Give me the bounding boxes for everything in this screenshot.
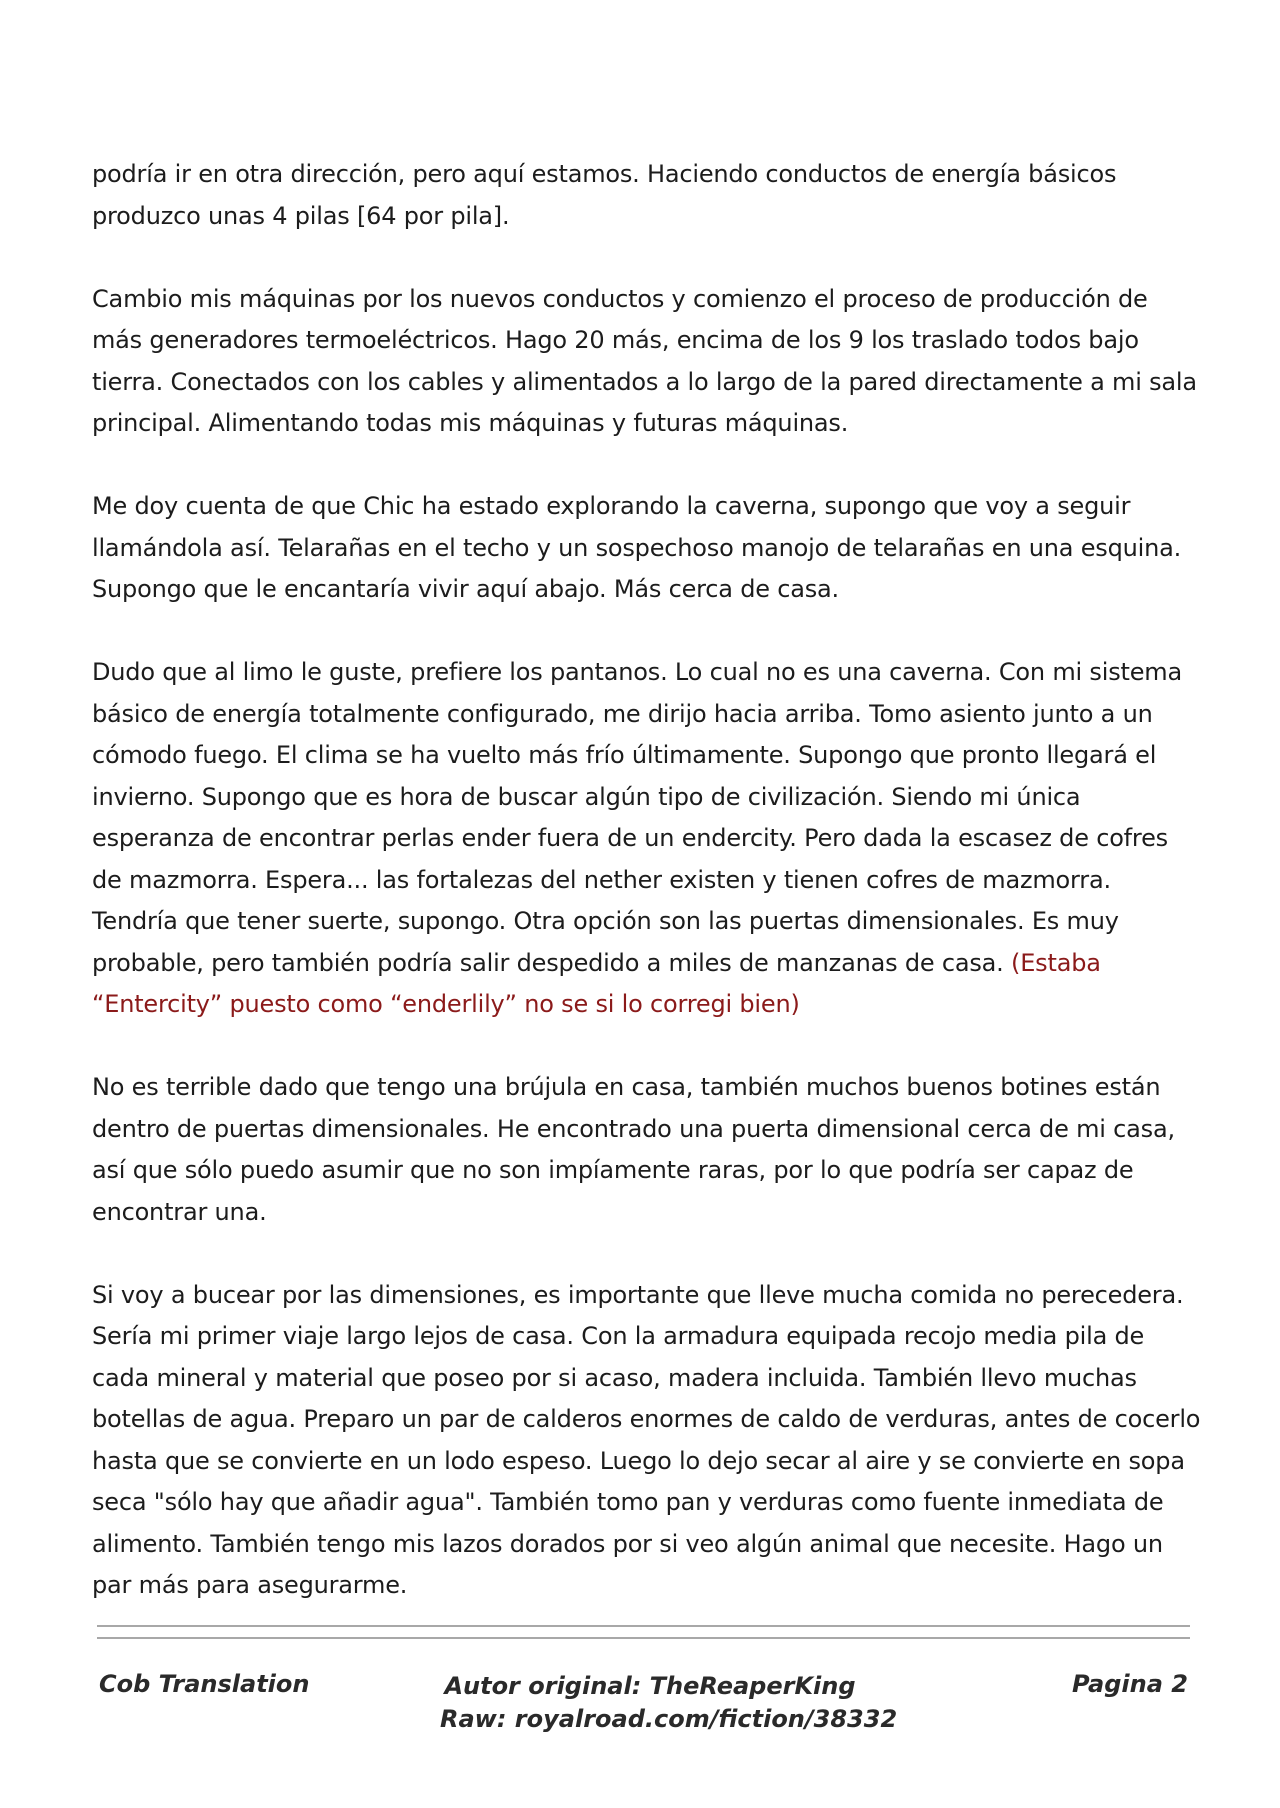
paragraph bbox=[92, 1275, 1202, 1607]
footer-credits bbox=[440, 1670, 898, 1736]
page-body bbox=[92, 154, 1202, 1648]
paragraph-text: Cambio mis máquinas por los nuevos conductos y comienzo el proceso de producción de más generadores termoeléctricos. Hago 20 más, encima de los 9 los traslado todos bajo tierra. Conectados con los cables y alimentados a lo largo de la pared directamente a mi sala principal. Alimentando todas mis máquinas y futuras máquinas. bbox=[92, 284, 1197, 437]
paragraph-text: Me doy cuenta de que Chic ha estado explorando la caverna, supongo que voy a seguir llamándola así. Telarañas en el techo y un sospechoso manojo de telarañas en una esquina. Supongo que le encantaría vivir aquí abajo. Más cerca de casa. bbox=[92, 492, 1182, 603]
footer-translator: Cob Translation bbox=[99, 1670, 310, 1698]
paragraph bbox=[92, 652, 1202, 1026]
translator-note: (Estaba “Entercity” puesto como “enderlily” no se si lo corregi bien) bbox=[92, 948, 1101, 1018]
paragraph bbox=[92, 154, 1202, 237]
footer-page-number: Pagina 2 bbox=[1072, 1670, 1188, 1698]
footer-raw-source: Raw: royalroad.com/fiction/38332 bbox=[440, 1705, 898, 1733]
paragraph bbox=[92, 1067, 1202, 1233]
paragraph-text: podría ir en otra dirección, pero aquí estamos. Haciendo conductos de energía básicos produzco unas 4 pilas [64 por pila]. bbox=[92, 160, 1117, 230]
paragraph-text: Dudo que al limo le guste, prefiere los pantanos. Lo cual no es una caverna. Con mi sistema básico de energía totalmente configurado, me dirijo hacia arriba. Tomo asiento junto a un cómodo fuego. El clima se ha vuelto más frío últimamente. Supongo que pronto llegará el invierno. Supongo que es hora de buscar algún tipo de civilización. Siendo mi única esperanza de encontrar perlas ender fuera de un endercity. Pero dada la escasez de cofres de mazmorra. Espera... las fortalezas del nether existen y tienen cofres de mazmorra. Tendría que tener suerte, supongo. Otra opción son las puertas dimensionales. Es muy probable, pero también podría salir despedido a miles de manzanas de casa. bbox=[92, 658, 1182, 977]
footer-original-author: Autor original: TheReaperKing bbox=[444, 1672, 856, 1700]
paragraph bbox=[92, 279, 1202, 445]
paragraph bbox=[92, 486, 1202, 611]
footer-divider-top bbox=[97, 1625, 1190, 1627]
paragraph-text: Si voy a bucear por las dimensiones, es importante que lleve mucha comida no perecedera. Sería mi primer viaje largo lejos de casa. Con la armadura equipada recojo media pila de cada mineral y material que poseo por si acaso, madera incluida. También llevo muchas botellas de agua. Preparo un par de calderos enormes de caldo de verduras, antes de cocerlo hasta que se convierte en un lodo espeso. Luego lo dejo secar al aire y se convierte en sopa seca "sólo hay que añadir agua". También tomo pan y verduras como fuente inmediata de alimento. También tengo mis lazos dorados por si veo algún animal que necesite. Hago un par más para asegurarme. bbox=[92, 1280, 1201, 1599]
paragraph-text: No es terrible dado que tengo una brújula en casa, también muchos buenos botines están dentro de puertas dimensionales. He encontrado una puerta dimensional cerca de mi casa, así que sólo puedo asumir que no son impíamente raras, por lo que podría ser capaz de encontrar una. bbox=[92, 1073, 1175, 1226]
footer-divider-bottom bbox=[97, 1637, 1190, 1639]
